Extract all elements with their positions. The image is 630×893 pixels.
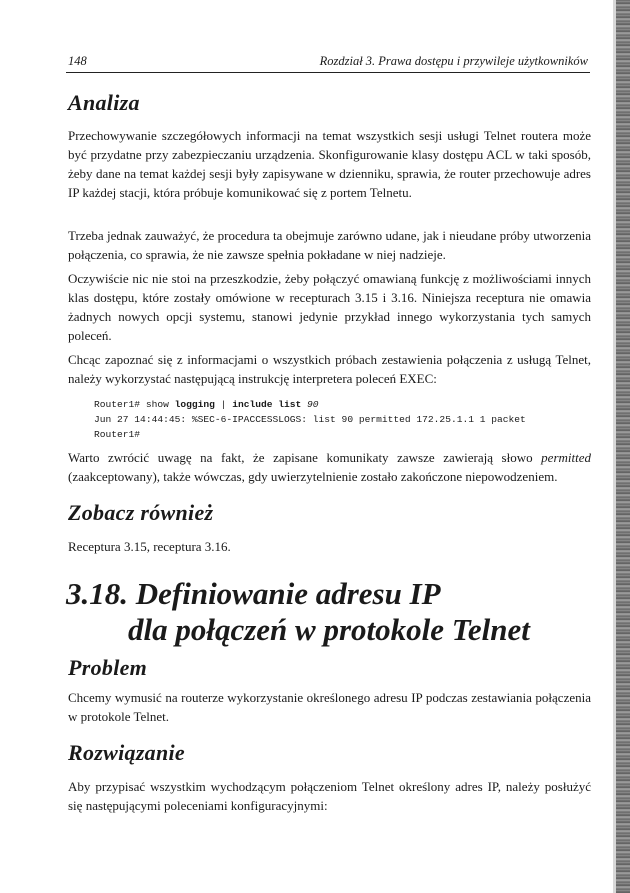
- paragraph-analiza-4: Chcąc zapoznać się z informacjami o wszystkich próbach zestawienia połączenia z usługą Telnet, należy wykorzystać następującą instrukcję interpretera poleceń EXEC:: [68, 352, 591, 386]
- section-title-line2: dla połączeń w protokole Telnet: [128, 612, 530, 647]
- code-block: [94, 397, 526, 442]
- code-keyword-include: include list: [232, 399, 302, 410]
- heading-analiza: Analiza: [68, 90, 140, 115]
- paragraph-rozwiazanie: Aby przypisać wszystkim wychodzącym połączeniom Telnet określony adres IP, należy posłużyć się następującymi poleceniami konfiguracyjnymi:: [68, 779, 591, 813]
- heading-rozwiazanie: Rozwiązanie: [68, 740, 185, 765]
- code-prompt: Router1# show: [94, 399, 175, 410]
- code-prompt-end: Router1#: [94, 429, 141, 440]
- paragraph-problem: Chcemy wymusić na routerze wykorzystanie określonego adresu IP podczas zestawiania połączenia w protokole Telnet.: [68, 690, 591, 724]
- paragraph-analiza-3: Oczywiście nic nie stoi na przeszkodzie, żeby połączyć omawianą funkcję z możliwościami innych klas dostępu, które zostały omówione w recepturach 3.15 i 3.16. Niniejsza receptura nie omawia żadnych nowych opcji systemu, stanowi jedynie przykład innego wykorzystania tych samych poleceń.: [68, 271, 591, 343]
- code-output-line: Jun 27 14:44:45: %SEC-6-IPACCESSLOGS: list 90 permitted 172.25.1.1 1 packet: [94, 414, 526, 425]
- code-pipe: |: [214, 399, 233, 410]
- scan-binding-edge: [616, 0, 630, 893]
- paragraph-analiza-2: Trzeba jednak zauważyć, że procedura ta obejmuje zarówno udane, jak i nieudane próby utworzenia połączenia, co sprawia, że nie zawsze spełnia pokładane w niej nadzieje.: [68, 228, 591, 262]
- note-keyword: permitted: [541, 450, 591, 465]
- paragraph-note: [68, 448, 591, 486]
- section-title-line1: 3.18. Definiowanie adresu IP: [66, 576, 441, 611]
- note-text-a: Warto zwrócić uwagę na fakt, że zapisane komunikaty zawsze zawierają słowo: [68, 450, 542, 465]
- running-title: Rozdział 3. Prawa dostępu i przywileje użytkowników: [319, 54, 588, 68]
- paragraph-analiza-1: Przechowywanie szczegółowych informacji na temat wszystkich sesji usługi Telnet routera może być przydatne przy zabezpieczaniu urządzenia. Skonfigurowanie klasy dostępu ACL w taki sposób, żeby dane na temat każdej sesji były zapisywane w dzienniku, sprawia, że router przechowuje adres IP każdej stacji, która próbuje komunikować się z portem Telnetu.: [68, 128, 591, 200]
- code-arg: 90: [301, 399, 319, 410]
- header-rule: [66, 72, 590, 73]
- running-header: [68, 54, 588, 72]
- heading-problem: Problem: [68, 655, 148, 680]
- heading-zobacz: Zobacz również: [68, 500, 214, 525]
- page-number: 148: [68, 54, 87, 68]
- code-keyword-logging: logging: [174, 399, 215, 410]
- section-title: [66, 576, 530, 648]
- paragraph-zobacz: Receptura 3.15, receptura 3.16.: [68, 539, 231, 554]
- note-text-b: (zaakceptowany), także wówczas, gdy uwierzytelnienie zostało zakończone niepowodzeniem.: [68, 469, 558, 484]
